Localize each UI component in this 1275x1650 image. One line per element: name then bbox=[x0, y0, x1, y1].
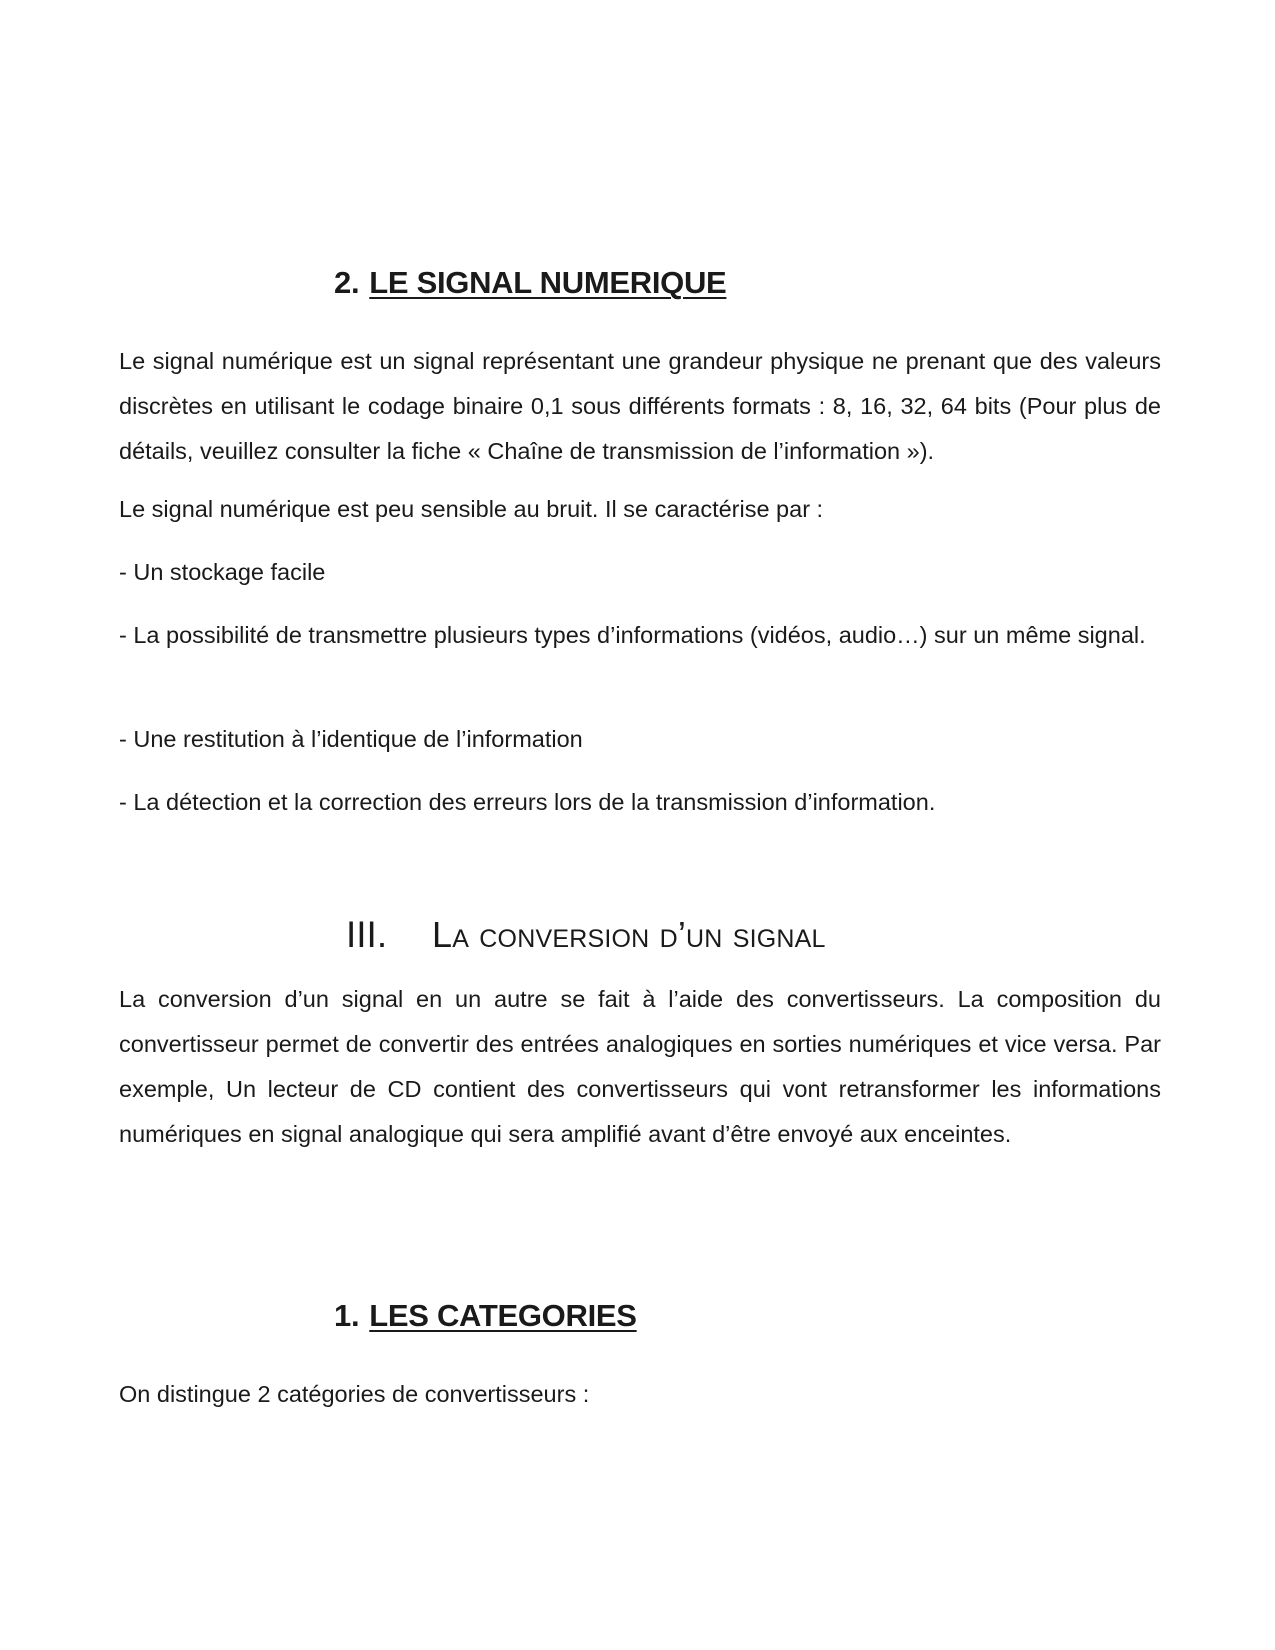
heading-number: 2. bbox=[334, 265, 360, 300]
bullet-item-storage: - Un stockage facile bbox=[119, 559, 326, 585]
heading-title: LE SIGNAL NUMERIQUE bbox=[369, 265, 727, 300]
paragraph-characteristics: Le signal numérique est peu sensible au bruit. Il se caractérise par : bbox=[119, 496, 824, 522]
paragraph-categories-intro: On distingue 2 catégories de convertisseurs : bbox=[119, 1381, 590, 1407]
heading-signal-numerique bbox=[334, 265, 726, 301]
heading-title: La conversion d’un signal bbox=[432, 914, 826, 955]
heading-number: III. bbox=[346, 914, 388, 955]
heading-title: LES CATEGORIES bbox=[369, 1298, 637, 1333]
bullet-item-multiple-types: - La possibilité de transmettre plusieurs types d’informations (vidéos, audio…) sur un même signal. bbox=[119, 622, 1146, 648]
bullet-item-error-correction: - La détection et la correction des erreurs lors de la transmission d’information. bbox=[119, 789, 936, 815]
heading-categories bbox=[334, 1298, 637, 1334]
paragraph-definition: Le signal numérique est un signal représentant une grandeur physique ne prenant que des valeurs discrètes en utilisant le codage binaire 0,1 sous différents formats : 8, 16, 32, 64 bits (Pour plus de détails, veuillez consulter la fiche « Chaîne de transmission de l’information »). bbox=[119, 348, 1161, 464]
bullet-item-restitution: - Une restitution à l’identique de l’information bbox=[119, 726, 583, 752]
heading-number: 1. bbox=[334, 1298, 360, 1333]
paragraph-conversion: La conversion d’un signal en un autre se fait à l’aide des convertisseurs. La composition du convertisseur permet de convertir des entrées analogiques en sorties numériques et vice versa. Par exemple, Un lecteur de CD contient des convertisseurs qui vont retransformer les informations numériques en signal analogique qui sera amplifié avant d’être envoyé aux enceintes. bbox=[119, 986, 1161, 1147]
heading-conversion bbox=[346, 914, 826, 956]
